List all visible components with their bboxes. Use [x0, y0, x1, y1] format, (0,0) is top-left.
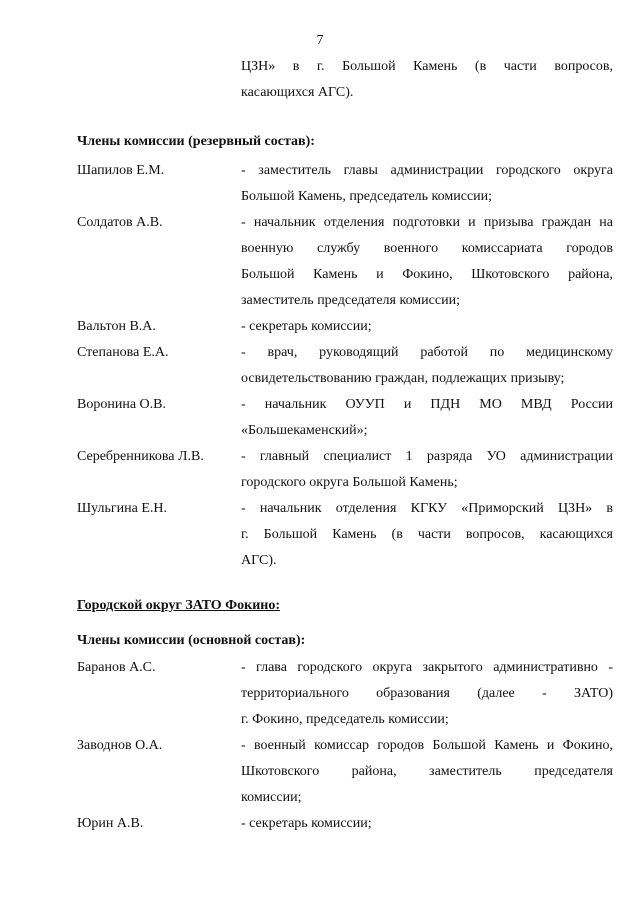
- text-line: - начальник отделения КГКУ «Приморский ЦЗН» в: [241, 501, 613, 516]
- member-name: Воронина О.В.: [77, 397, 166, 412]
- text-line: касающихся АГС).: [241, 85, 354, 100]
- text-line: - начальник отделения подготовки и призыва граждан на: [241, 215, 613, 230]
- text-line: - начальник ОУУП и ПДН МО МВД России: [241, 397, 613, 412]
- member-name: Вальтон В.А.: [77, 319, 156, 334]
- text-line: Шкотовского района, заместитель председателя: [241, 764, 613, 779]
- text-line: комиссии;: [241, 790, 302, 805]
- member-role: [241, 340, 613, 392]
- text-line: - врач, руководящий работой по медицинскому: [241, 345, 613, 360]
- section-title-fokino: Городской округ ЗАТО Фокино:: [77, 598, 281, 613]
- member-role: [241, 444, 613, 496]
- member-role: [241, 733, 613, 811]
- member-name: Баранов А.С.: [77, 660, 156, 675]
- member-role: [241, 158, 613, 210]
- text-line: - главный специалист 1 разряда УО администрации: [241, 449, 613, 464]
- section-heading-reserve: Члены комиссии (резервный состав):: [77, 134, 315, 149]
- member-role: [241, 392, 613, 444]
- text-line: Большой Камень, председатель комиссии;: [241, 189, 493, 204]
- member-role: [241, 210, 613, 314]
- text-line: заместитель председателя комиссии;: [241, 293, 460, 308]
- text-line: «Большекаменский»;: [241, 423, 368, 438]
- text-line: - заместитель главы администрации городского округа: [241, 163, 613, 178]
- member-name: Шульгина Е.Н.: [77, 501, 167, 516]
- member-name: Шапилов Е.М.: [77, 163, 165, 178]
- text-line: освидетельствованию граждан, подлежащих призыву;: [241, 371, 565, 386]
- member-name: Солдатов А.В.: [77, 215, 163, 230]
- text-line: - военный комиссар городов Большой Камень и Фокино,: [241, 738, 613, 753]
- text-line: военную службу военного комиссариата городов: [241, 241, 613, 256]
- text-line: г. Фокино, председатель комиссии;: [241, 712, 449, 727]
- section-heading-main: Члены комиссии (основной состав):: [77, 633, 306, 648]
- text-line: - глава городского округа закрытого административно -: [241, 660, 613, 675]
- text-line: городского округа Большой Камень;: [241, 475, 458, 490]
- member-role: [241, 811, 613, 837]
- text-line: - секретарь комиссии;: [241, 319, 372, 334]
- member-name: Юрин А.В.: [77, 816, 144, 831]
- member-name: Серебренникова Л.В.: [77, 449, 204, 464]
- text-line: территориального образования (далее - ЗАТО): [241, 686, 613, 701]
- member-role: [241, 314, 613, 340]
- member-name: Степанова Е.А.: [77, 345, 169, 360]
- text-line: ЦЗН» в г. Большой Камень (в части вопросов,: [241, 59, 613, 74]
- page-number: 7: [316, 33, 324, 48]
- text-line: АГС).: [241, 553, 277, 568]
- text-line: - секретарь комиссии;: [241, 816, 372, 831]
- text-line: Большой Камень и Фокино, Шкотовского района,: [241, 267, 613, 282]
- member-role: [241, 655, 613, 733]
- member-role: [241, 496, 613, 574]
- text-line: г. Большой Камень (в части вопросов, касающихся: [241, 527, 613, 542]
- continuation-text: [241, 54, 613, 106]
- member-name: Заводнов О.А.: [77, 738, 163, 753]
